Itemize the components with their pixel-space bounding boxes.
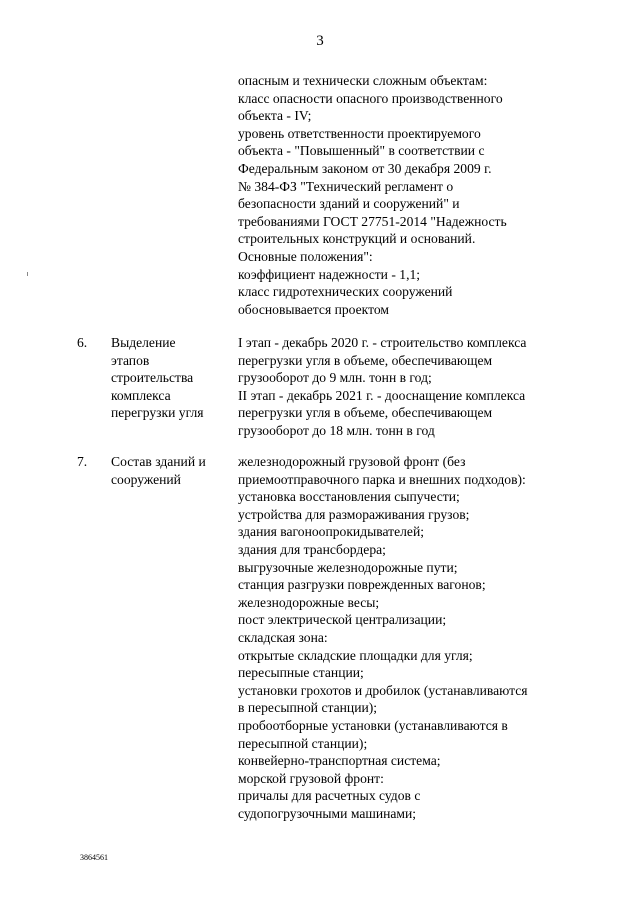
row-7-content-line: пересыпные станции; (238, 665, 364, 681)
row-7-content-line: железнодорожные весы; (238, 594, 380, 610)
row-7-label-line: Состав зданий и (111, 454, 206, 469)
intro-line: класс опасности опасного производственного (238, 90, 503, 106)
row-7-content-line: в пересыпной станции); (238, 700, 378, 716)
intro-line: строительных конструкций и оснований. (238, 231, 476, 247)
page-number: 3 (316, 33, 324, 49)
row-7-content-line: выгрузочные железнодорожные пути; (238, 559, 458, 575)
row-7-content-line: причалы для расчетных судов с (238, 788, 421, 804)
row-6-content-line: перегрузки угля в объеме, обеспечивающем (238, 405, 493, 421)
row-7-content-line: здания вагоноопрокидывателей; (238, 524, 425, 540)
row-7-content-line: судопогрузочными машинами; (238, 805, 417, 821)
row-7-content-line: пост электрической централизации; (238, 612, 447, 628)
row-6-content-line: грузооборот до 18 млн. тонн в год (238, 422, 435, 438)
row-7-content-line: здания для трансбордера; (238, 541, 386, 557)
row-6-number: 6. (77, 335, 88, 350)
row-6-label-line: строительства (111, 370, 194, 386)
intro-line: уровень ответственности проектируемого (238, 125, 481, 141)
row-6-label-line: комплекса (111, 387, 171, 403)
row-7-content-line: конвейерно-транспортная система; (238, 753, 441, 769)
row-7-content-line: установки грохотов и дробилок (устанавливаются (238, 682, 528, 698)
intro-line: требованиями ГОСТ 27751-2014 "Надежность (238, 213, 507, 229)
row-7-content-line: открытые складские площадки для угля; (238, 647, 473, 663)
intro-line: Основные положения": (238, 248, 373, 264)
row-7-content-line: складская зона: (238, 629, 328, 645)
row-7-content-line: установка восстановления сыпучести; (238, 489, 460, 505)
row-7-content (238, 453, 528, 822)
intro-line: коэффициент надежности - 1,1; (238, 266, 421, 282)
intro-line: опасным и технически сложным объектам: (238, 73, 488, 88)
intro-line: объекта - "Повышенный" в соответствии с (238, 143, 485, 159)
row-6-content-line: I этап - декабрь 2020 г. - строительство комплекса (238, 335, 527, 350)
row-6-label (111, 334, 204, 422)
row-7-number: 7. (77, 454, 88, 469)
intro-line: Федеральным законом от 30 декабря 2009 г. (238, 160, 492, 176)
row-7-content-line: приемоотправочного парка и внешних подходов): (238, 471, 526, 487)
row-7-content-line: морской грузовой фронт: (238, 770, 384, 786)
row-7-label (111, 453, 206, 488)
intro-line: обосновывается проектом (238, 301, 389, 317)
row-7-content-line: пересыпной станции); (238, 735, 368, 751)
row-6-label-line: Выделение (111, 335, 176, 350)
row-6-content-line: II этап - декабрь 2021 г. - дооснащение комплекса (238, 387, 526, 403)
row-6-label-line: перегрузки угля (111, 405, 204, 421)
row-7-content-line: устройства для размораживания грузов; (238, 506, 470, 522)
intro-line: объекта - IV; (238, 108, 312, 124)
intro-line: безопасности зданий и сооружений" и (238, 196, 460, 212)
row-6-content-line: перегрузки угля в объеме, обеспечивающем (238, 352, 493, 368)
row-7-content-line: пробоотборные установки (устанавливаются в (238, 717, 508, 733)
row-7-content-line: железнодорожный грузовой фронт (без (238, 454, 466, 469)
row-7-content-line: станция разгрузки поврежденных вагонов; (238, 577, 486, 593)
intro-line: класс гидротехнических сооружений (238, 284, 453, 300)
row-7-label-line: сооружений (111, 471, 181, 487)
row-6-content (238, 334, 526, 440)
intro-line: № 384-ФЗ "Технический регламент о (238, 178, 454, 194)
row-6-content-line: грузооборот до 9 млн. тонн в год; (238, 370, 432, 386)
margin-mark (27, 272, 28, 276)
footer-document-code: 3864561 (80, 853, 108, 862)
intro-text-block (238, 72, 507, 318)
row-6-label-line: этапов (111, 352, 150, 368)
